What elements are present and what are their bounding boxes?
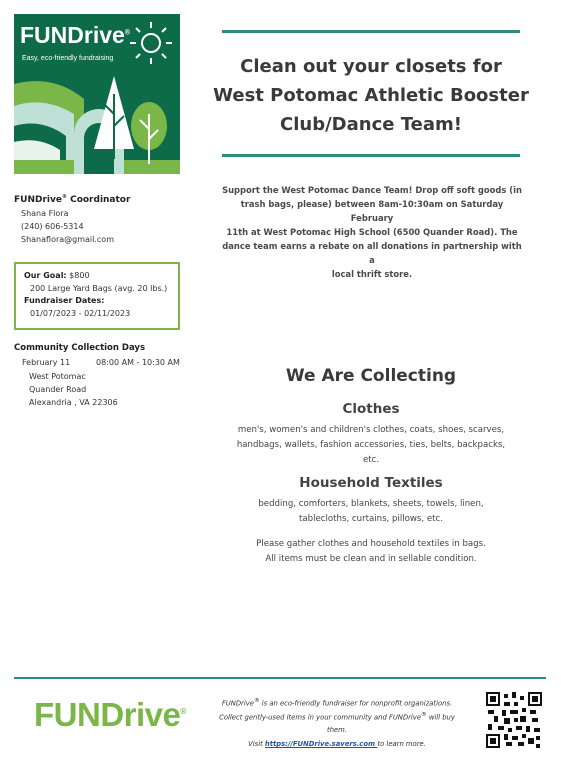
textiles-list: bedding, comforters, blankets, sheets, towels, linen, tablecloths, curtains, pillows, etc. [258, 499, 484, 524]
footer-visit: Visit https://FUNDrive.savers.com to learn more. [248, 740, 426, 748]
coordinator-email: Shanaflora@gmail.com [21, 235, 114, 244]
goal-box [14, 262, 180, 330]
footer-description: FUNDrive® is an eco-friendly fundraiser for nonprofit organizations. Collect gently-used items in your community and FUNDrive® will buy them. [219, 698, 455, 734]
textiles-heading: Household Textiles [299, 475, 443, 491]
fundrive-logo [14, 14, 180, 174]
coordinator-name: Shana Flora [21, 209, 69, 218]
coordinator-contact [21, 207, 114, 246]
goal-label: Our Goal: [24, 271, 67, 280]
footer-logo: FUNDrive® [34, 696, 186, 733]
collecting-title: We Are Collecting [285, 366, 457, 386]
intro-paragraph: Support the West Potomac Dance Team! Drop off soft goods (in trash bags, please) between 8am-10:30am on Saturday February 11th at West Potomac High School (6500 Quander Road). The dance team earns a rebate on all donations in partnership with a local thrift store. [222, 185, 522, 279]
goal-bags: 200 Large Yard Bags (avg. 20 lbs.) [30, 283, 168, 293]
clothes-heading: Clothes [342, 401, 400, 417]
qr-code-icon[interactable] [486, 692, 542, 748]
header-top-rule [222, 30, 520, 33]
fundrive-website-link[interactable]: https://FUNDrive.savers.com [264, 740, 378, 748]
page-headline [212, 52, 530, 139]
dates-label: Fundraiser Dates: [24, 296, 105, 305]
collection-note: Please gather clothes and household textiles in bags. All items must be clean and in sellable condition. [256, 539, 486, 564]
headline-line: Clean out your closets for [240, 56, 502, 77]
header-bottom-rule [222, 154, 520, 157]
clothes-list: men's, women's and children's clothes, coats, shoes, scarves, handbags, wallets, fashion accessories, ties, belts, backpacks, etc. [236, 425, 506, 465]
collection-days-heading: Community Collection Days [14, 343, 146, 353]
coordinator-heading: FUNDrive® Coordinator [14, 194, 131, 205]
collection-date: February 11 [22, 358, 71, 367]
goal-value: $800 [66, 271, 90, 280]
footer-rule [14, 677, 546, 679]
collection-time: 08:00 AM - 10:30 AM [96, 358, 180, 367]
headline-line: West Potomac Athletic Booster [213, 85, 529, 106]
collection-address: West Potomac Quander Road Alexandria , VA 22306 [29, 372, 118, 407]
logo-wordmark: FUNDrive® [20, 22, 130, 48]
logo-tagline: Easy, eco-friendly fundraising [22, 55, 114, 62]
coordinator-phone: (240) 606-5314 [21, 222, 84, 231]
headline-line: Club/Dance Team! [280, 114, 462, 135]
dates-value: 01/07/2023 - 02/11/2023 [30, 308, 131, 318]
